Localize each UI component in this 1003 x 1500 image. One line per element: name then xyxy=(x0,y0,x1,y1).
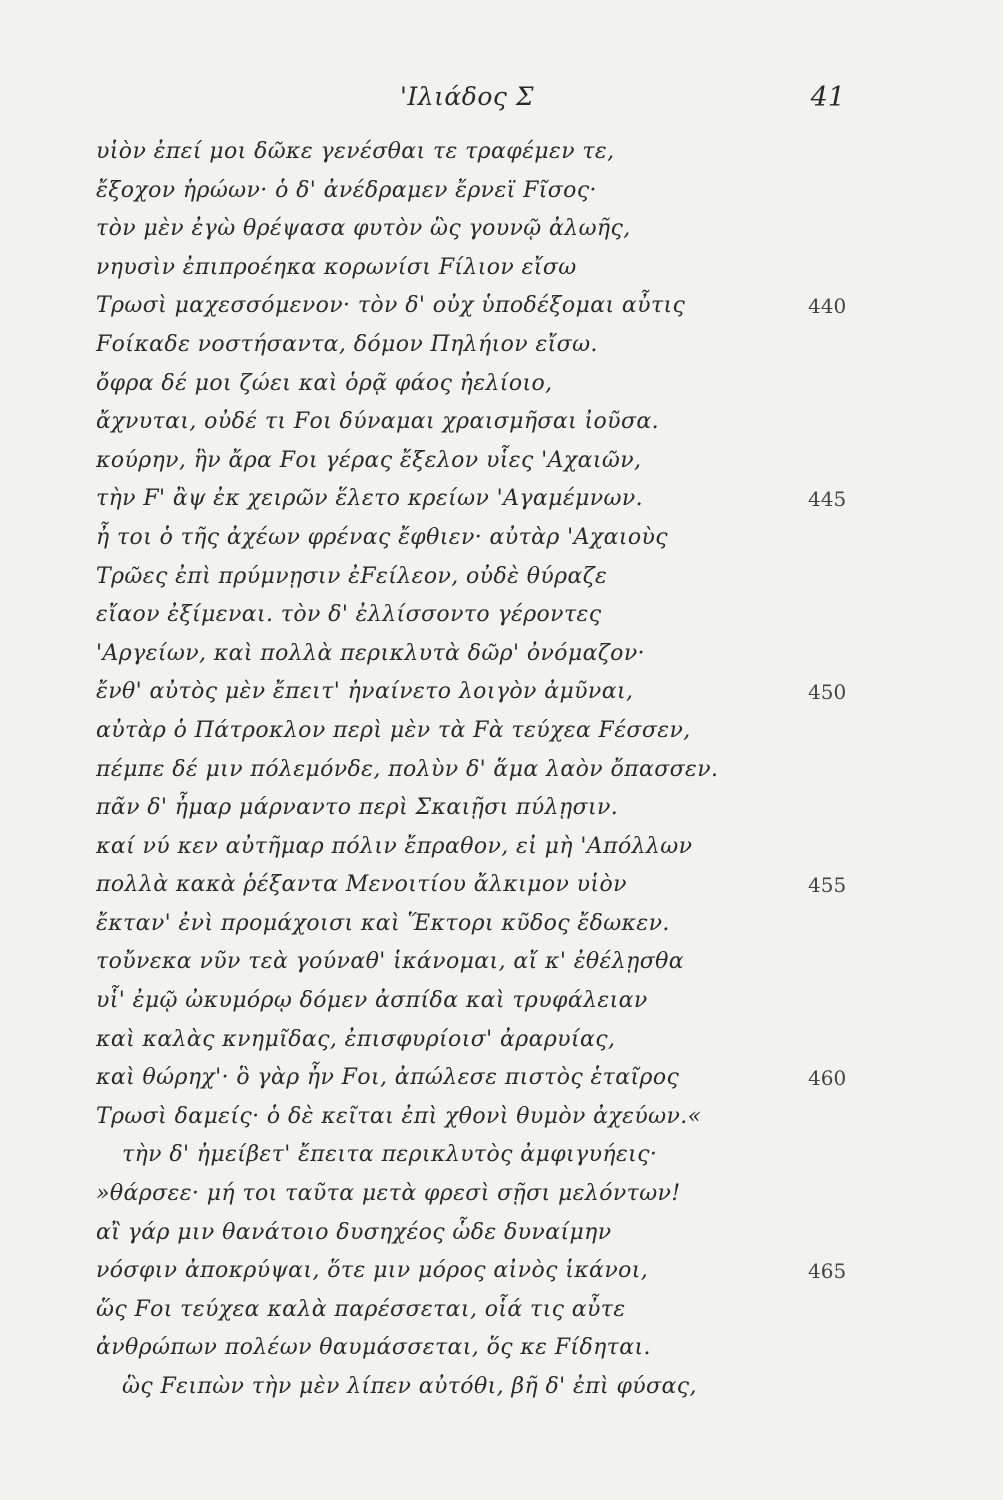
verse-line xyxy=(96,866,856,905)
verse-line xyxy=(96,442,856,481)
verse-text: καί νύ κεν αὐτῆμαρ πόλιν ἔπραθον, εἰ μὴ 'Απόλλων xyxy=(96,833,693,859)
verse-text: καὶ θώρηχ'· ὃ γὰρ ἦν Fοι, ἀπώλεσε πιστὸς ἑταῖρος xyxy=(96,1065,680,1091)
line-number: 460 xyxy=(808,1066,847,1091)
verse-line xyxy=(96,480,856,519)
verse-text: νόσφιν ἀποκρύψαι, ὅτε μιν μόρος αἰνὸς ἱκάνοι, xyxy=(96,1258,649,1284)
verse-line xyxy=(96,1098,856,1137)
verse-line xyxy=(96,905,856,944)
verse-text: πᾶν δ' ἦμαρ μάρναντο περὶ Σκαιῇσι πύλῃσιν. xyxy=(96,795,619,821)
verse-text: αὐτὰρ ὁ Πάτροκλον περὶ μὲν τὰ Fὰ τεύχεα Fέσσεν, xyxy=(96,717,691,743)
verse-text: ὄφρα δέ μοι ζώει καὶ ὁρᾷ φάος ἠελίοιο, xyxy=(96,370,553,396)
line-number: 445 xyxy=(808,487,847,512)
line-number: 455 xyxy=(808,873,847,898)
verse-line xyxy=(96,1368,856,1407)
verse-line xyxy=(96,210,856,249)
line-number: 440 xyxy=(808,294,847,319)
verse-text: ὥς Fοι τεύχεα καλὰ παρέσσεται, οἷά τις αὖτε xyxy=(96,1296,626,1322)
verse-line xyxy=(96,1175,856,1214)
verse-line xyxy=(96,1291,856,1330)
verse-text: ἀνθρώπων πολέων θαυμάσσεται, ὅς κε Fίδηται. xyxy=(96,1335,651,1361)
verse-text: πέμπε δέ μιν πόλεμόνδε, πολὺν δ' ἅμα λαὸν ὄπασσεν. xyxy=(96,756,719,782)
verse-text: υἷ' ἐμῷ ὠκυμόρῳ δόμεν ἀσπίδα καὶ τρυφάλειαν xyxy=(96,988,648,1014)
verse-text: Τρῶες ἐπὶ πρύμνῃσιν ἐFείλεον, οὐδὲ θύραζε xyxy=(96,563,608,589)
verse-line xyxy=(96,943,856,982)
verse-text: τὸν μὲν ἐγὼ θρέψασα φυτὸν ὣς γουνῷ ἀλωῆς, xyxy=(96,216,631,242)
verse-line xyxy=(96,673,856,712)
verse-line xyxy=(96,287,856,326)
verse-text: κούρην, ἣν ἄρα Fοι γέρας ἔξελον υἷες 'Αχαιῶν, xyxy=(96,447,642,473)
verse-line xyxy=(96,635,856,674)
line-number: 465 xyxy=(808,1259,847,1284)
line-number: 450 xyxy=(808,680,847,705)
verse-text: ἄχνυται, οὐδέ τι Fοι δύναμαι χραισμῆσαι ἰοῦσα. xyxy=(96,409,660,435)
verse-line xyxy=(96,519,856,558)
verse-text: εἴαον ἐξίμεναι. τὸν δ' ἐλλίσσοντο γέροντες xyxy=(96,602,602,628)
verse-line xyxy=(96,751,856,790)
verse-text: υἱὸν ἐπεί μοι δῶκε γενέσθαι τε τραφέμεν τε, xyxy=(96,139,615,164)
verse-line xyxy=(96,1059,856,1098)
verse-text: ὣς Fειπὼν τὴν μὲν λίπεν αὐτόθι, βῆ δ' ἐπὶ φύσας, xyxy=(122,1374,697,1399)
verse-text: τοὔνεκα νῦν τεὰ γούναθ' ἱκάνομαι, αἴ κ' ἐθέλῃσθα xyxy=(96,949,685,975)
verse-line xyxy=(96,1252,856,1291)
verse-line xyxy=(96,1136,856,1175)
page-header xyxy=(0,82,1003,122)
page-number: 41 xyxy=(810,82,845,113)
verse-text: Fοίκαδε νοστήσαντα, δόμον Πηλήιον εἴσω. xyxy=(96,331,598,357)
verse-block xyxy=(96,133,856,1407)
verse-line xyxy=(96,712,856,751)
verse-line xyxy=(96,1214,856,1253)
verse-line xyxy=(96,249,856,288)
verse-text: ἦ τοι ὁ τῆς ἀχέων φρένας ἔφθιεν· αὐτὰρ 'Αχαιοὺς xyxy=(96,524,669,550)
verse-text: ἔκταν' ἐνὶ προμάχοισι καὶ Ἕκτορι κῦδος ἔδωκεν. xyxy=(96,910,670,936)
verse-line xyxy=(96,1021,856,1060)
verse-text: 'Αργείων, καὶ πολλὰ περικλυτὰ δῶρ' ὀνόμαζον· xyxy=(96,640,645,666)
verse-text: Τρωσὶ μαχεσσόμενον· τὸν δ' οὐχ ὑποδέξομαι αὖτις xyxy=(96,293,686,319)
verse-line xyxy=(96,133,856,172)
verse-line xyxy=(96,596,856,635)
verse-text: ἔνθ' αὐτὸς μὲν ἔπειτ' ἠναίνετο λοιγὸν ἀμῦναι, xyxy=(96,679,634,705)
verse-line xyxy=(96,1329,856,1368)
verse-line xyxy=(96,326,856,365)
verse-line xyxy=(96,365,856,404)
verse-line xyxy=(96,789,856,828)
verse-line xyxy=(96,828,856,867)
verse-text: ἔξοχον ἡρώων· ὁ δ' ἀνέδραμεν ἔρνεϊ Fῖσος· xyxy=(96,177,597,203)
verse-text: τὴν δ' ἠμείβετ' ἔπειτα περικλυτὸς ἀμφιγυήεις· xyxy=(122,1142,658,1168)
verse-text: »θάρσεε· μή τοι ταῦτα μετὰ φρεσὶ σῇσι μελόντων! xyxy=(96,1181,681,1207)
verse-line xyxy=(96,558,856,597)
verse-text: καὶ καλὰς κνημῖδας, ἐπισφυρίοισ' ἀραρυίας, xyxy=(96,1026,616,1052)
verse-text: πολλὰ κακὰ ῥέξαντα Μενοιτίου ἄλκιμον υἱὸν xyxy=(96,872,627,898)
verse-line xyxy=(96,982,856,1021)
verse-text: τὴν F' ἂψ ἐκ χειρῶν ἕλετο κρείων 'Αγαμέμνων. xyxy=(96,486,644,512)
verse-text: αἲ γάρ μιν θανάτοιο δυσηχέος ὧδε δυναίμην xyxy=(96,1219,612,1245)
verse-line xyxy=(96,403,856,442)
running-title: 'Ιλιάδος Σ xyxy=(400,82,535,111)
verse-line xyxy=(96,172,856,211)
verse-text: Τρωσὶ δαμείς· ὁ δὲ κεῖται ἐπὶ χθονὶ θυμὸν ἀχεύων.« xyxy=(96,1103,702,1129)
verse-text: νηυσὶν ἐπιπροέηκα κορωνίσι Fίλιον εἴσω xyxy=(96,254,577,280)
